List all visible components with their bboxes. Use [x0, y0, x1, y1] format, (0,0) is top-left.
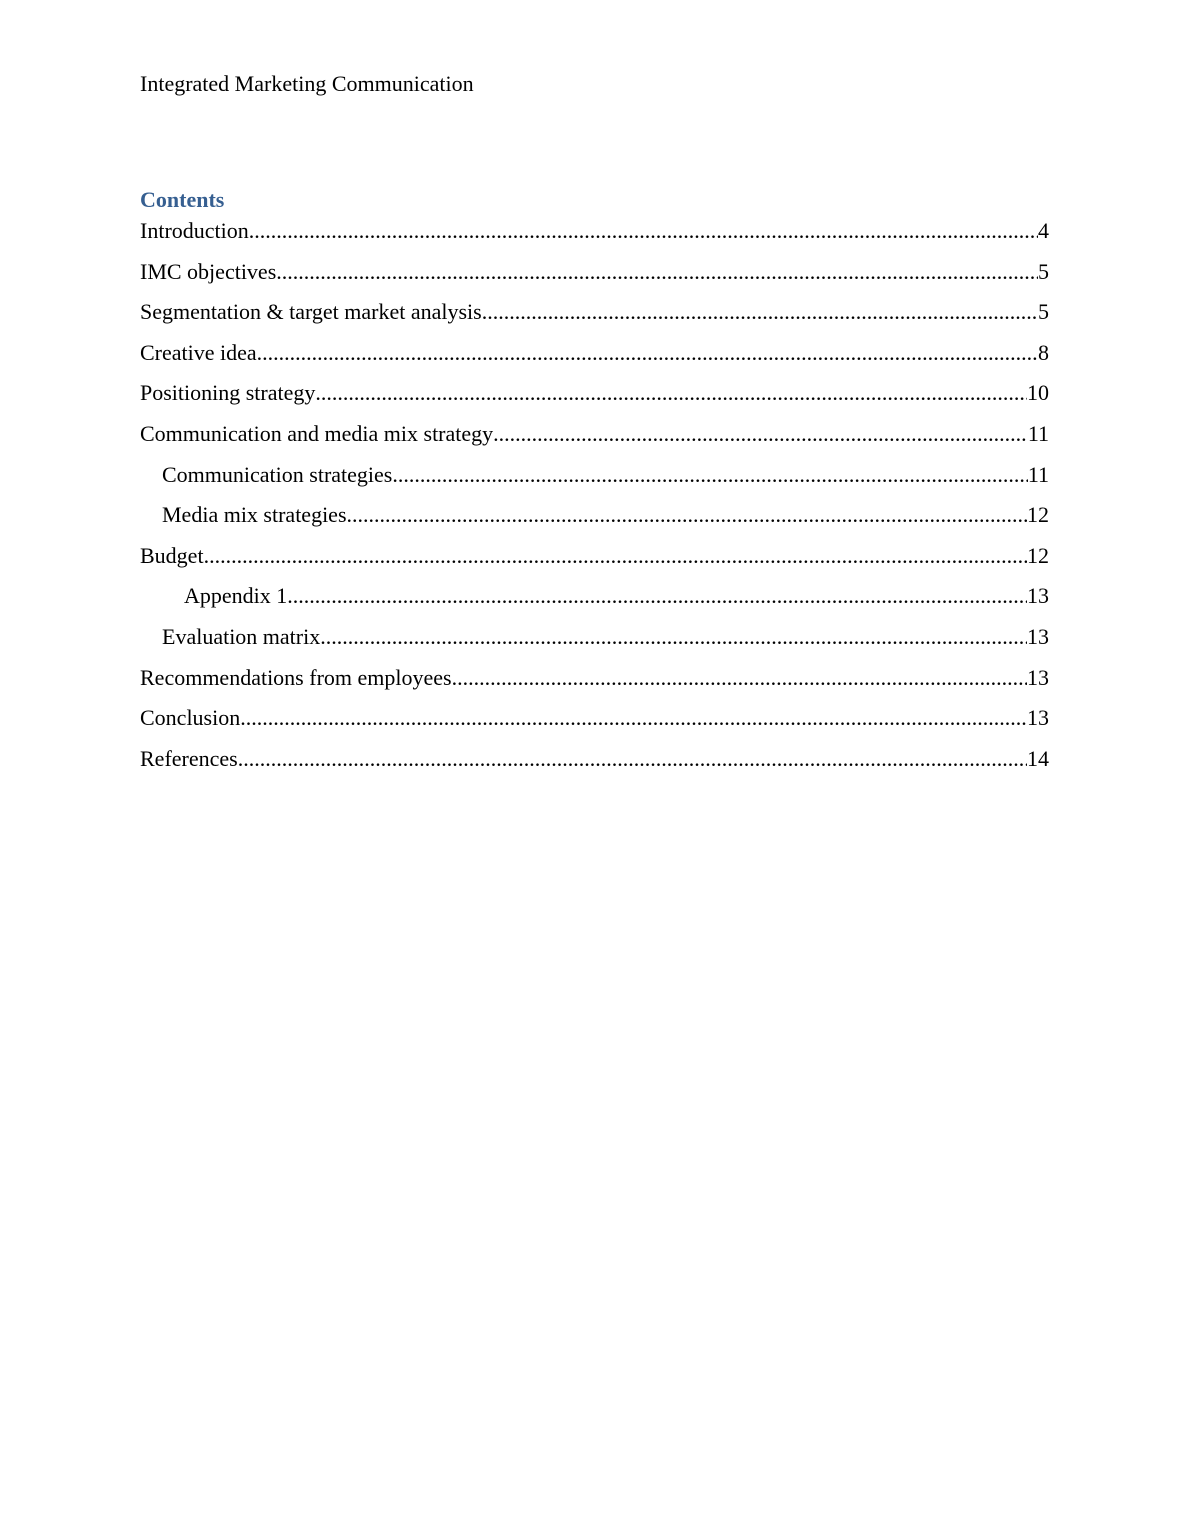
toc-dot-leader: [249, 217, 1038, 245]
toc-dot-leader: [315, 379, 1027, 407]
toc-entry-title: Media mix strategies: [162, 502, 347, 528]
toc-entry-page: 11: [1027, 420, 1049, 446]
toc-dot-leader: [392, 461, 1027, 489]
toc-entry-imc-objectives[interactable]: [140, 258, 1049, 299]
toc-entry-title: References: [140, 745, 238, 771]
toc-entry-page: 5: [1038, 258, 1049, 284]
toc-entry-page: 11: [1027, 461, 1049, 487]
toc-entry-page: 5: [1038, 299, 1049, 325]
table-of-contents: [140, 217, 1049, 785]
page-header-title: Integrated Marketing Communication: [140, 71, 474, 96]
toc-dot-leader: [276, 258, 1038, 286]
toc-entry-title: Communication and media mix strategy: [140, 420, 494, 446]
toc-entry-page: 13: [1027, 705, 1049, 731]
toc-entry-budget[interactable]: [140, 542, 1049, 583]
toc-entry-appendix-1[interactable]: [140, 582, 1049, 623]
toc-dot-leader: [452, 664, 1027, 692]
toc-dot-leader: [240, 704, 1027, 732]
toc-entry-page: 13: [1027, 583, 1049, 609]
toc-entry-title: Appendix 1: [184, 583, 288, 609]
toc-entry-creative-idea[interactable]: [140, 339, 1049, 380]
toc-dot-leader: [257, 339, 1038, 367]
toc-entry-title: Communication strategies: [162, 461, 393, 487]
toc-dot-leader: [287, 582, 1027, 610]
toc-entry-introduction[interactable]: [140, 217, 1049, 258]
toc-entry-title: Segmentation & target market analysis: [140, 299, 482, 325]
toc-entry-title: Introduction: [140, 218, 249, 243]
toc-entry-media-mix-strategies[interactable]: [140, 501, 1049, 542]
toc-entry-recommendations[interactable]: [140, 664, 1049, 705]
toc-dot-leader: [204, 542, 1027, 570]
toc-entry-communication-strategies[interactable]: [140, 461, 1049, 502]
toc-entry-positioning-strategy[interactable]: [140, 379, 1049, 420]
toc-entry-page: 12: [1027, 502, 1049, 528]
toc-entry-page: 4: [1038, 218, 1049, 243]
toc-entry-title: Budget: [140, 542, 204, 568]
toc-dot-leader: [238, 745, 1027, 773]
toc-entry-page: 13: [1027, 664, 1049, 690]
toc-dot-leader: [482, 298, 1038, 326]
toc-entry-references[interactable]: [140, 745, 1049, 786]
toc-entry-title: IMC objectives: [140, 258, 277, 284]
toc-dot-leader: [320, 623, 1027, 651]
toc-entry-page: 14: [1027, 745, 1049, 771]
toc-dot-leader: [493, 420, 1028, 448]
toc-entry-title: Recommendations from employees: [140, 664, 452, 690]
toc-entry-page: 8: [1038, 339, 1049, 365]
toc-entry-title: Conclusion: [140, 705, 241, 731]
toc-entry-conclusion[interactable]: [140, 704, 1049, 745]
toc-entry-page: 12: [1027, 542, 1049, 568]
toc-entry-evaluation-matrix[interactable]: [140, 623, 1049, 664]
toc-entry-title: Creative idea: [140, 339, 257, 365]
toc-entry-title: Positioning strategy: [140, 380, 316, 406]
toc-entry-page: 10: [1027, 380, 1049, 406]
toc-entry-page: 13: [1027, 623, 1049, 649]
toc-dot-leader: [347, 501, 1027, 529]
toc-entry-title: Evaluation matrix: [162, 623, 321, 649]
toc-heading: Contents: [140, 187, 225, 212]
toc-entry-segmentation[interactable]: [140, 298, 1049, 339]
toc-entry-communication-media-mix[interactable]: [140, 420, 1049, 461]
